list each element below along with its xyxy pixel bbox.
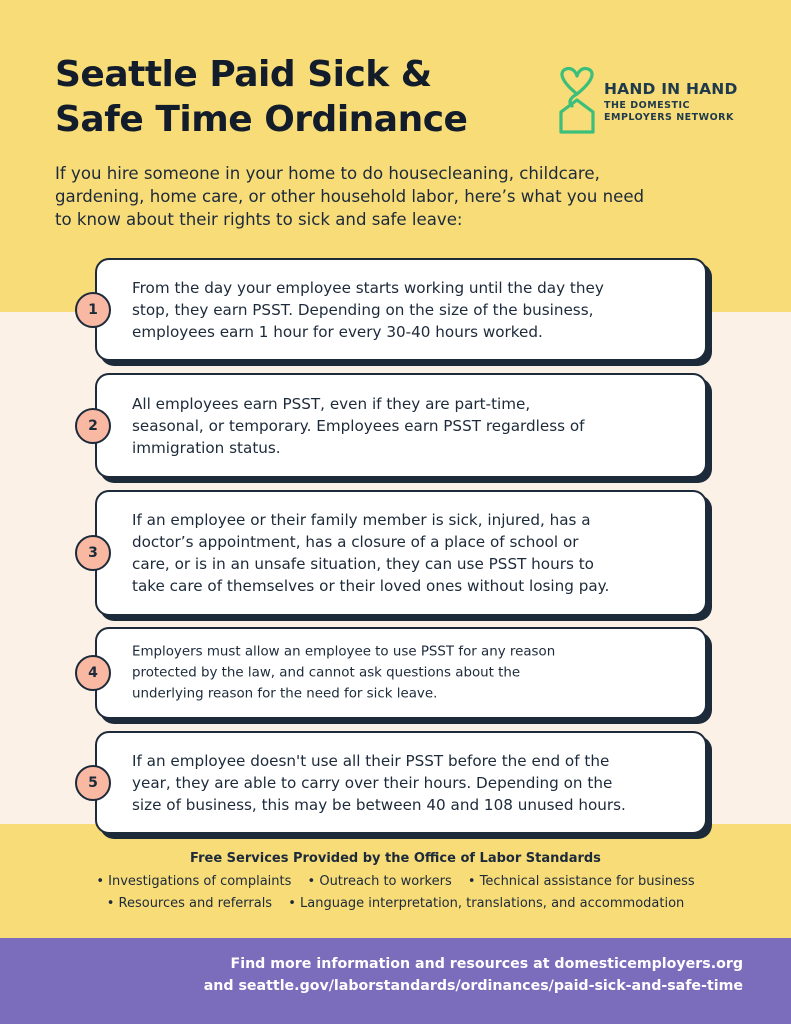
card-number-badge: 1 — [75, 292, 111, 328]
services-list-row-2 — [0, 896, 791, 911]
card-text-line: From the day your employee starts working until the day they — [132, 278, 604, 297]
rights-card-4 — [88, 627, 707, 719]
card-text-line: care, or is in an unsafe situation, they can use PSST hours to — [132, 555, 594, 573]
title-line-2: Safe Time Ordinance — [55, 99, 468, 140]
footer-banner — [0, 938, 791, 1024]
rights-card-1 — [88, 258, 707, 361]
rights-card-2 — [88, 373, 707, 478]
logo-subtitle-line-2: EMPLOYERS NETWORK — [604, 112, 734, 123]
hand-heart-house-icon — [556, 66, 598, 136]
footer-line-2: and seattle.gov/laborstandards/ordinances/paid-sick-and-safe-time — [203, 978, 743, 994]
card-text-line: employees earn 1 hour for every 30-40 hours worked. — [132, 322, 543, 341]
card-text-line: immigration status. — [132, 438, 281, 457]
logo-name: HAND IN HAND — [604, 80, 738, 98]
intro-line-1: If you hire someone in your home to do housecleaning, childcare, — [55, 164, 600, 183]
logo-subtitle — [604, 100, 734, 124]
intro-line-3: to know about their rights to sick and safe leave: — [55, 210, 463, 229]
card-number-badge: 3 — [75, 535, 111, 571]
card-text-line: stop, they earn PSST. Depending on the size of the business, — [132, 300, 594, 319]
card-text-line: protected by the law, and cannot ask questions about the — [132, 665, 521, 681]
card-text-line: Employers must allow an employee to use PSST for any reason — [132, 644, 556, 660]
card-text — [132, 509, 609, 597]
card-text-line: seasonal, or temporary. Employees earn PSST regardless of — [132, 416, 585, 435]
card-text — [132, 642, 555, 705]
title-line-1: Seattle Paid Sick & — [55, 54, 432, 95]
service-item: • Language interpretation, translations, and accommodation — [288, 896, 685, 911]
services-title: Free Services Provided by the Office of Labor Standards — [190, 851, 601, 866]
card-text-line: take care of themselves or their loved ones without losing pay. — [132, 577, 610, 595]
service-item: • Outreach to workers — [307, 874, 452, 889]
card-number-badge: 5 — [75, 765, 111, 801]
card-text — [132, 393, 585, 459]
page-title — [55, 52, 467, 142]
service-item: • Investigations of complaints — [96, 874, 292, 889]
card-number-badge: 4 — [75, 655, 111, 691]
intro-paragraph — [55, 162, 745, 231]
service-item: • Resources and referrals — [106, 896, 273, 911]
services-list-row-1 — [0, 874, 791, 889]
card-text-line: underlying reason for the need for sick leave. — [132, 686, 438, 702]
card-text — [132, 750, 626, 816]
card-text-line: If an employee doesn't use all their PSST before the end of the — [132, 751, 610, 770]
service-item: • Technical assistance for business — [467, 874, 695, 889]
intro-line-2: gardening, home care, or other household labor, here’s what you need — [55, 187, 645, 206]
card-number-badge: 2 — [75, 408, 111, 444]
card-text-line: size of business, this may be between 40 and 108 unused hours. — [132, 795, 626, 814]
card-text-line: doctor’s appointment, has a closure of a place of school or — [132, 533, 579, 551]
logo-subtitle-line-1: THE DOMESTIC — [604, 100, 690, 111]
card-text-line: year, they are able to carry over their hours. Depending on the — [132, 773, 613, 792]
card-text — [132, 277, 604, 343]
footer-line-1: Find more information and resources at domesticemployers.org — [230, 956, 743, 972]
rights-card-3 — [88, 490, 707, 616]
hand-in-hand-logo — [556, 66, 746, 136]
card-text-line: If an employee or their family member is sick, injured, has a — [132, 511, 591, 529]
rights-card-5 — [88, 731, 707, 834]
card-text-line: All employees earn PSST, even if they are part-time, — [132, 394, 531, 413]
